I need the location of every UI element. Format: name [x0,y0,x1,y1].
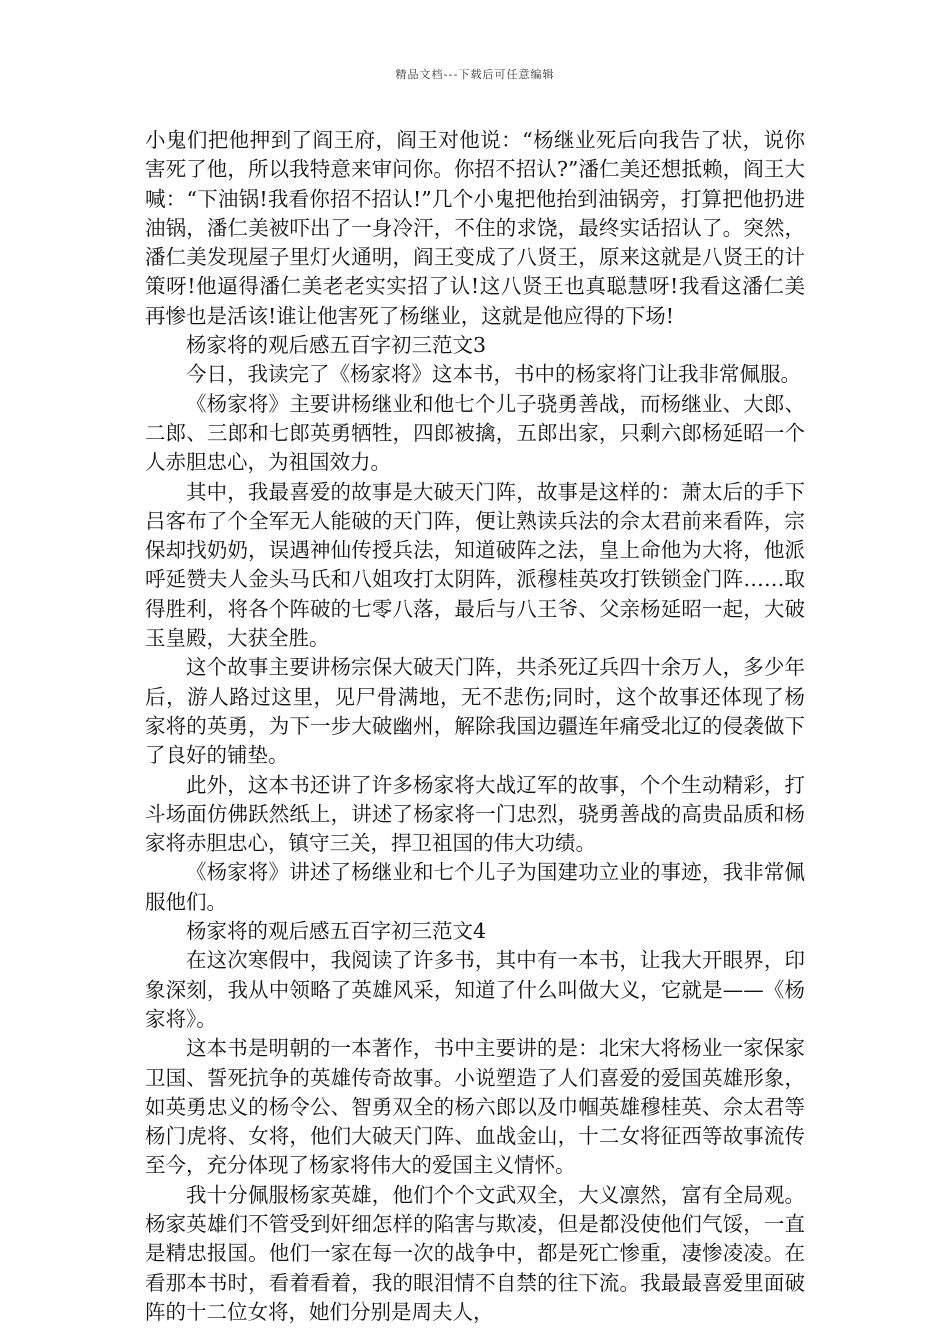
section-heading: 杨家将的观后感五百字初三范文3 [186,333,487,358]
document-body [145,126,805,1327]
paragraph: 小鬼们把他押到了阎王府，阎王对他说：“杨继业死后向我告了状，说你害死了他，所以我特意来审问你。你招不招认?”潘仁美还想抵赖，阎王大喊：“下油锅!我看你招不招认!”几个小鬼把他抬到油锅旁，打算把他扔进油锅，潘仁美被吓出了一身冷汗，不住的求饶，最终实话招认了。突然，潘仁美发现屋子里灯火通明，阎王变成了八贤王，原来这就是八贤王的计策呀!他逼得潘仁美老老实实招了认!这八贤王也真聪慧呀!我看这潘仁美再惨也是活该!谁让他害死了杨继业，这就是他应得的下场! [145,128,805,328]
paragraph: 此外，这本书还讲了许多杨家将大战辽军的故事，个个生动精彩，打斗场面仿佛跃然纸上，讲述了杨家将一门忠烈，骁勇善战的高贵品质和杨家将赤胆忠心，镇守三关，捍卫祖国的伟大功绩。 [145,772,805,856]
paragraph: 《杨家将》讲述了杨继业和七个儿子为国建功立业的事迹，我非常佩服他们。 [145,860,805,914]
page-header: 精品文档---下载后可任意编辑 [395,68,555,81]
paragraph: 这个故事主要讲杨宗保大破天门阵，共杀死辽兵四十余万人，多少年后，游人路过这里，见尸骨满地，无不悲伤;同时，这个故事还体现了杨家将的英勇，为下一步大破幽州，解除我国边疆连年痛受北辽的侵袭做下了良好的铺垫。 [145,655,805,768]
section-heading: 杨家将的观后感五百字初三范文4 [186,919,487,944]
paragraph: 在这次寒假中，我阅读了许多书，其中有一本书，让我大开眼界，印象深刻，我从中领略了英雄风采，知道了什么叫做大义，它就是——《杨家将》。 [145,948,805,1031]
paragraph: 今日，我读完了《杨家将》这本书，书中的杨家将门让我非常佩服。 [186,362,801,387]
paragraph: 我十分佩服杨家英雄，他们个个文武双全，大义凛然，富有全局观。杨家英雄们不管受到奸细怎样的陷害与欺凌，但是都没使他们气馁，一直是精忠报国。他们一家在每一次的战争中，都是死亡惨重，凄惨凌凌。在看那本书时，看着看着，我的眼泪情不自禁的往下流。我最最喜爱里面破阵的十二位女将，她们分别是周夫人， [145,1182,805,1324]
paragraph: 这本书是明朝的一本著作，书中主要讲的是：北宋大将杨业一家保家卫国、誓死抗争的英雄传奇故事。小说塑造了人们喜爱的爱国英雄形象，如英勇忠义的杨令公、智勇双全的杨六郎以及巾帼英雄穆桂英、佘太君等杨门虎将、女将，他们大破天门阵、血战金山，十二女将征西等故事流传至今，充分体现了杨家将伟大的爱国主义情怀。 [145,1036,805,1178]
paragraph: 《杨家将》主要讲杨继业和他七个儿子骁勇善战，而杨继业、大郎、二郎、三郎和七郎英勇牺牲，四郎被擒，五郎出家，只剩六郎杨延昭一个人赤胆忠心，为祖国效力。 [145,391,805,475]
paragraph: 其中，我最喜爱的故事是大破天门阵，故事是这样的：萧太后的手下吕客布了个全军无人能破的天门阵，便让熟读兵法的佘太君前来看阵，宗保却找奶奶，误遇神仙传授兵法，知道破阵之法，皇上命他为大将，他派呼延赞夫人金头马氏和八姐攻打太阴阵，派穆桂英攻打铁锁金门阵……取得胜利，将各个阵破的七零八落，最后与八王爷、父亲杨延昭一起，大破玉皇殿，大获全胜。 [145,479,805,651]
